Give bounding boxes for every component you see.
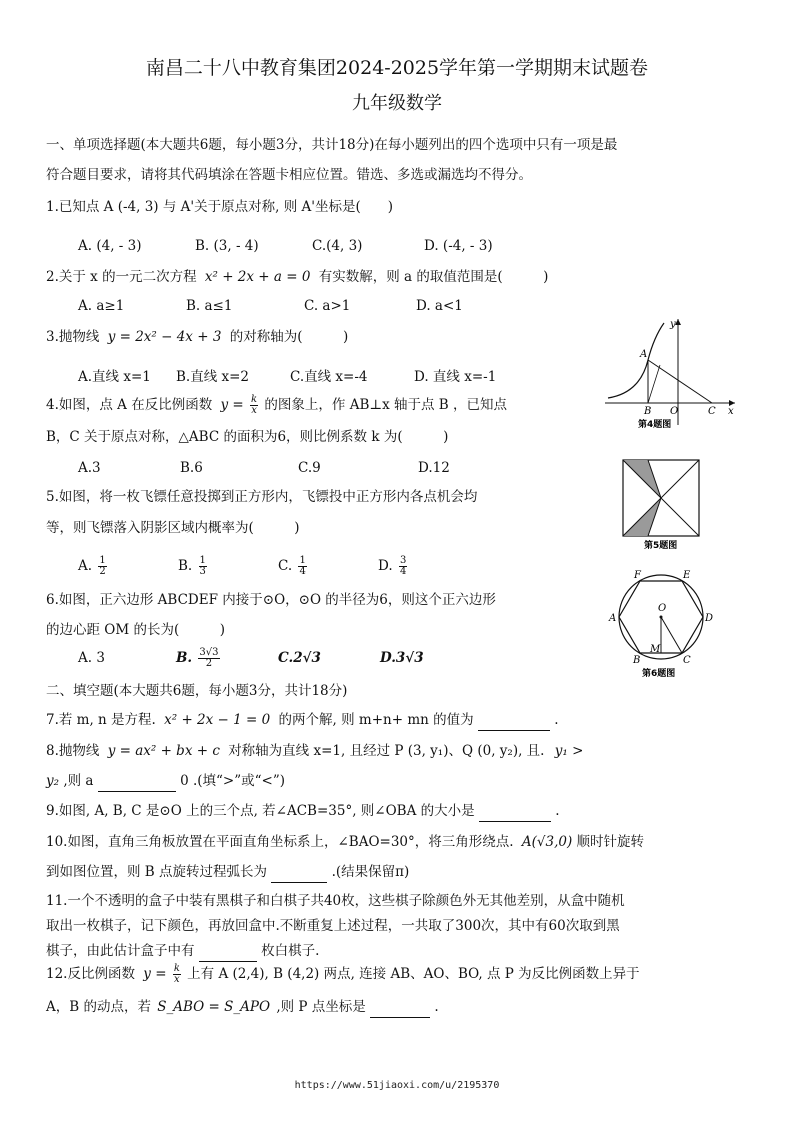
q5-option-d	[378, 556, 409, 577]
q4-label-b: B	[644, 406, 652, 417]
q4-func-den: x	[251, 405, 257, 416]
q6-option-b-den: 2	[205, 658, 213, 669]
q4-hyperbola-curve	[608, 323, 664, 398]
q5-option-c-letter: C.	[278, 558, 293, 574]
q4-stem-b: 的图象上，作 AB⊥x 轴于点 B ，已知点	[264, 397, 507, 413]
q12-answer-blank[interactable]	[370, 997, 430, 1018]
q11-line3	[46, 941, 319, 962]
q6-option-a: A. 3	[78, 650, 105, 666]
q8-line2	[46, 771, 285, 792]
q4-stem-a: 4.如图，点 A 在反比例函数	[46, 397, 213, 413]
q3-formula: y = 2x² − 4x + 3	[107, 329, 222, 345]
q8-stem-c: y₁ >	[554, 743, 584, 759]
q10-line2-b: .(结果保留π)	[331, 864, 410, 880]
q1-option-d: D. (-4, - 3)	[424, 238, 493, 254]
q6-label-c: C	[683, 655, 691, 666]
q6-option-c: C.2√3	[278, 650, 321, 666]
q2-stem-b: 有实数解，则 a 的取值范围是( )	[318, 269, 549, 285]
q1-option-a: A. (4, - 3)	[78, 238, 142, 254]
q10-line2-a: 到如图位置，则 B 点旋转过程弧长为	[46, 864, 268, 880]
q4-figure-caption: 第4题图	[638, 420, 672, 430]
q11-line3-b: 枚白棋子.	[261, 943, 320, 959]
q5-option-c	[278, 556, 309, 577]
q5-figure	[618, 458, 708, 550]
q8-line2-b: ,则 a	[63, 773, 94, 789]
q1-option-b: B. (3, - 4)	[195, 238, 259, 254]
q4-func-y: y =	[220, 397, 244, 413]
q9-stem	[46, 801, 560, 822]
q5-option-b-letter: B.	[178, 558, 193, 574]
q6-label-f: F	[634, 570, 641, 581]
q5-option-b-fraction	[199, 556, 207, 577]
q4-option-d: D.12	[418, 460, 450, 476]
q5-figure-caption: 第5题图	[644, 541, 678, 550]
q2-stem	[46, 267, 548, 287]
q7-answer-blank[interactable]	[478, 710, 550, 731]
page-title: 南昌二十八中教育集团2024-2025学年第一学期期末试题卷	[145, 57, 649, 79]
q4-option-a: A.3	[78, 460, 101, 476]
q9-stem-a: 9.如图, A, B, C 是⊙O 上的三个点, 若∠ACB=35°, 则∠OBA 的大小是	[46, 803, 475, 819]
q2-option-b: B. a≤1	[186, 298, 233, 314]
q8-line2-y2: y₂	[46, 773, 60, 789]
q8-line2-c: 0 .(填“>”或“<”)	[180, 773, 286, 789]
q7-stem-c: .	[554, 712, 559, 728]
q6-line2: 的边心距 OM 的长为( )	[46, 622, 226, 638]
q6-label-d: D	[705, 613, 714, 624]
q6-label-b: B	[633, 655, 641, 666]
q3-stem-b: 的对称轴为( )	[229, 329, 349, 345]
q6-option-b-letter: B.	[176, 650, 193, 666]
q10-line1-c: 顺时针旋转	[576, 834, 645, 850]
page-subtitle: 九年级数学	[352, 93, 442, 114]
q6-option-d: D.3√3	[380, 650, 424, 666]
q12-func-fraction	[173, 964, 181, 985]
q6-option-b-fraction	[198, 648, 219, 669]
q11-answer-blank[interactable]	[199, 941, 257, 962]
q5-option-b	[178, 556, 209, 577]
section2-heading: 二、填空题(本大题共6题，每小题3分，共计18分)	[46, 683, 348, 699]
footer-url: https://www.51jiaoxi.com/u/2195370	[294, 1080, 500, 1091]
q12-func-y: y =	[143, 966, 167, 982]
q2-option-d: D. a<1	[416, 298, 463, 314]
q9-stem-b: .	[555, 803, 560, 819]
q5-option-b-den: 3	[199, 566, 206, 577]
section1-line1: 一、单项选择题(本大题共6题，每小题3分，共计18分)在每小题列出的四个选项中只有一项是最	[46, 137, 618, 153]
q5-line1: 5.如图，将一枚飞镖任意投掷到正方形内，飞镖投中正方形内各点机会均	[46, 489, 478, 505]
q5-option-d-den: 4	[399, 566, 407, 577]
q3-option-b: B.直线 x=2	[176, 369, 250, 385]
q4-label-x: x	[728, 406, 734, 417]
q12-line2-c: .	[434, 999, 439, 1015]
q2-option-a: A. a≥1	[78, 298, 125, 314]
q4-segment-ac	[648, 360, 712, 403]
q7-stem-a: 7.若 m, n 是方程.	[46, 712, 156, 728]
q10-answer-blank[interactable]	[271, 862, 327, 883]
q4-option-c: C.9	[298, 460, 321, 476]
q11-line1: 11.一个不透明的盒子中装有黑棋子和白棋子共40枚，这些棋子除颜色外无其他差别，从盒中随机	[46, 893, 625, 909]
q2-stem-a: 2.关于 x 的一元二次方程	[46, 269, 197, 285]
q12-line2-a: A，B 的动点，若	[46, 999, 151, 1015]
q3-option-d: D. 直线 x=-1	[414, 369, 497, 385]
q5-option-c-fraction	[298, 556, 306, 577]
q8-answer-blank[interactable]	[98, 771, 176, 792]
q7-formula: x² + 2x − 1 = 0	[164, 712, 271, 728]
q4-line2: B，C 关于原点对称，△ABC 的面积为6，则比例系数 k 为( )	[46, 429, 449, 445]
q4-y-arrow	[675, 319, 681, 325]
q6-label-a: A	[609, 613, 617, 624]
q4-label-o: O	[670, 406, 679, 417]
q2-formula: x² + 2x + a = 0	[204, 269, 311, 285]
q12-formula: S_ABO = S_APO	[157, 999, 271, 1015]
q5-line2: 等，则飞镖落入阴影区域内概率为( )	[46, 520, 300, 536]
q3-option-c: C.直线 x=-4	[290, 369, 368, 385]
q6-figure-caption: 第6题图	[642, 669, 676, 679]
q4-segment-b-to-a	[648, 365, 660, 403]
q4-label-a: A	[640, 349, 648, 360]
q4-stem	[46, 395, 507, 416]
q6-figure	[604, 566, 722, 680]
q8-stem-a: 8.抛物线	[46, 743, 100, 759]
q4-func-fraction	[250, 395, 258, 416]
q6-option-b-num: 3√3	[199, 647, 219, 658]
q5-option-b-num: 1	[199, 555, 206, 566]
q5-option-a	[78, 556, 109, 577]
q3-option-a: A.直线 x=1	[78, 369, 151, 385]
q10-line1-a: 10.如图，直角三角板放置在平面直角坐标系上，∠BAO=30°，将三角形绕点.	[46, 834, 514, 850]
q4-option-b: B.6	[180, 460, 203, 476]
q12-line2-b: ,则 P 点坐标是	[276, 999, 366, 1015]
q5-option-d-letter: D.	[378, 558, 393, 574]
q7-stem	[46, 710, 559, 731]
q5-option-d-num: 3	[399, 555, 407, 566]
section1-line2: 符合题目要求，请将其代码填涂在答题卡相应位置。错选、多选或漏选均不得分。	[46, 167, 532, 183]
q12-line2	[46, 997, 439, 1018]
q6-label-m: M	[650, 644, 661, 655]
q5-option-d-fraction	[399, 556, 407, 577]
q10-point-a: A(√3,0)	[521, 834, 573, 850]
q5-option-c-den: 4	[299, 566, 306, 577]
q6-label-o: O	[658, 603, 667, 614]
q4-label-y: y	[670, 319, 676, 330]
q6-label-e: E	[683, 570, 691, 581]
q2-option-c: C. a>1	[304, 298, 351, 314]
q6-line1: 6.如图，正六边形 ABCDEF 内接于⊙O，⊙O 的半径为6，则这个正六边形	[46, 592, 496, 608]
q5-option-a-fraction	[98, 556, 106, 577]
q12-stem-a: 12.反比例函数	[46, 966, 135, 982]
q5-option-a-den: 2	[99, 566, 106, 577]
q12-func-den: x	[174, 974, 180, 985]
q8-line1	[46, 741, 583, 761]
q12-func-num: k	[173, 963, 180, 974]
q4-figure	[600, 315, 740, 430]
q4-label-c: C	[708, 406, 716, 417]
q1-option-c: C.(4, 3)	[312, 238, 363, 254]
q6-center-dot	[660, 616, 663, 619]
q9-answer-blank[interactable]	[479, 801, 551, 822]
q7-stem-b: 的两个解, 则 m+n+ mn 的值为	[278, 712, 474, 728]
q3-stem-a: 3.抛物线	[46, 329, 100, 345]
q6-segment-oc	[661, 617, 682, 653]
q8-stem-b: 对称轴为直线 x=1, 且经过 P (3, y₁)、Q (0, y₂), 且.	[228, 743, 545, 759]
q12-stem-b: 上有 A (2,4), B (4,2) 两点, 连接 AB、AO、BO, 点 P 为反比例函数上异于	[187, 966, 640, 982]
q6-option-b	[176, 648, 222, 669]
q10-line2	[46, 862, 409, 883]
q5-option-a-num: 1	[99, 555, 106, 566]
q5-option-a-letter: A.	[78, 558, 93, 574]
q8-formula: y = ax² + bx + c	[107, 743, 220, 759]
q4-func-num: k	[251, 394, 258, 405]
q1-stem: 1.已知点 A (-4, 3) 与 A'关于原点对称, 则 A'坐标是( )	[46, 199, 393, 215]
q12-line1	[46, 964, 640, 985]
q3-stem	[46, 327, 348, 347]
q11-line2: 取出一枚棋子，记下颜色，再放回盒中.不断重复上述过程，一共取了300次，其中有60次取到黑	[46, 918, 620, 934]
q10-line1	[46, 832, 644, 852]
q5-option-c-num: 1	[299, 555, 306, 566]
q11-line3-a: 棋子，由此估计盒子中有	[46, 943, 195, 959]
